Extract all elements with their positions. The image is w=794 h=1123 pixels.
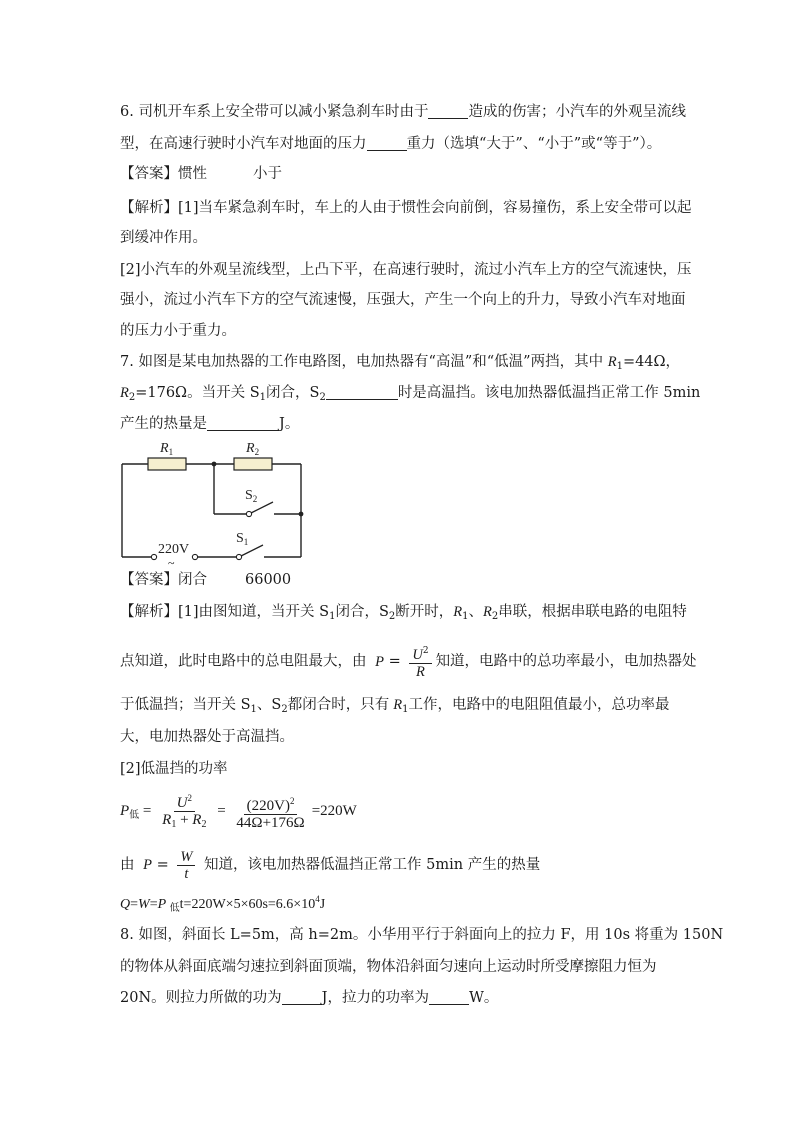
q6-text: 造成的伤害；小汽车的外观呈流线 (468, 104, 686, 120)
q8-text: 20N。则拉力所做的功为 (120, 990, 282, 1006)
q7-text: 【解析】[1]由图知道，当开关 S (120, 604, 330, 620)
q7-explanation-line6: 由 P = $\frac{W}{t}$ 知道，该电加热器低温挡正常工作 5min 产生的热量 (120, 848, 541, 882)
q7-text: =44Ω， (622, 354, 681, 370)
answer-value: 闭合 (178, 572, 207, 588)
q7-text: =176Ω。当开关 S (135, 385, 260, 401)
q7-text: 闭合，S (335, 604, 389, 620)
q7-explanation-line4: 大，电加热器处于高温挡。 (120, 729, 294, 745)
q7-stem-line3 (120, 414, 299, 434)
q7-text: 时是高温挡。该电加热器低温挡正常工作 5min (397, 385, 701, 401)
q6-stem-line2 (120, 134, 661, 154)
switch-s2 (246, 502, 273, 517)
q7-text: 点知道，此时电路中的总电阻最大，由 (120, 653, 367, 670)
r1-label: $R_1$ (160, 441, 174, 457)
q7-text: 产生的热量是 (120, 416, 207, 432)
q6-explanation-line: 的压力小于重力。 (120, 323, 236, 339)
answer-label: 【答案】 (120, 572, 178, 588)
circuit-diagram (118, 436, 310, 568)
q6-explanation-line: 强小，流过小汽车下方的空气流速慢，压强大，产生一个向上的升力，导致小汽车对地面 (120, 292, 686, 308)
q7-explanation-line1: 【解析】[1]由图知道，当开关 $S_1$闭合，$S_2$断开时，$R_1$、$R_2$串联，根据串联电路的电阻特 (120, 604, 687, 622)
answer-value: 小于 (253, 166, 282, 182)
q6-explanation-line: [2]小汽车的外观呈流线型，上凸下平，在高速行驶时，流过小汽车上方的空气流速快，压 (120, 262, 692, 278)
q7-text: 由 (120, 857, 135, 873)
q7-text: 串联，根据串联电路的电阻特 (498, 604, 687, 620)
q6-text: 重力（选填“大于”、“小于”或“等于”）。 (406, 136, 662, 152)
answer-value: 惯性 (178, 166, 207, 182)
q8-stem-line2: 的物体从斜面底端匀速拉到斜面顶端，物体沿斜面匀速向上运动时所受摩擦阻力恒为 (120, 959, 657, 975)
voltage-label: 220V (158, 542, 190, 557)
answer-blank[interactable] (282, 988, 322, 1005)
q8-text: J，拉力的功率为 (321, 990, 429, 1006)
q7-text: 知道，电路中的总功率最小，电加热器处 (435, 653, 697, 670)
answer-label: 【答案】 (120, 166, 178, 182)
q7-text: 断开时， (395, 604, 454, 620)
q7-power-formula: $P_低$ = $\frac{U^2}{R_1 + R_2}$ = $\frac{(220V)^2}{44\Omega+176\Omega}$ =220W (120, 790, 357, 833)
q7-text: 于低温挡；当开关 S (120, 697, 251, 713)
q6-explanation-line: 到缓冲作用。 (120, 230, 207, 246)
q7-text: 闭合，S (266, 385, 320, 401)
s1-label: $S_1$ (236, 531, 249, 547)
q7-text: J。 (279, 416, 300, 432)
q7-text: 都闭合时，只有 (287, 697, 390, 713)
q7-text: 知道，该电加热器低温挡正常工作 5min 产生的热量 (204, 857, 541, 873)
q7-explanation-line5: [2]低温挡的功率 (120, 761, 228, 777)
q6-text: 6. 司机开车系上安全带可以减小紧急刹车时由于 (120, 104, 429, 120)
q6-text: 型，在高速行驶时小汽车对地面的压力 (120, 136, 367, 152)
r2-label: $R_2$ (246, 441, 260, 457)
q7-answer (120, 570, 291, 590)
power-fraction: $\frac{U^2}{R}$ (409, 643, 431, 680)
q7-text: 7. 如图是某电加热器的工作电路图，电加热器有“高温”和“低温”两挡，其中 (120, 354, 608, 370)
power-work-fraction: $\frac{W}{t}$ (177, 849, 195, 882)
q6-answer (120, 164, 282, 184)
q6-stem-line1 (120, 102, 686, 122)
q6-explanation-line: 【解析】[1]当车紧急刹车时，车上的人由于惯性会向前倒，容易撞伤，系上安全带可以起 (120, 200, 692, 216)
switch-s1 (236, 545, 263, 560)
q8-stem-line3 (120, 988, 498, 1008)
answer-blank[interactable] (326, 383, 398, 400)
q7-stem-line1: 7. 如图是某电加热器的工作电路图，电加热器有“高温”和“低温”两挡，其中 $R_1=44\Omega$， (120, 354, 681, 372)
q8-text: W。 (468, 990, 499, 1006)
r2-symbol: R (120, 385, 129, 401)
ac-symbol: ~ (168, 556, 175, 568)
s2-label: $S_2$ (245, 488, 258, 504)
answer-blank[interactable] (428, 102, 468, 119)
resistor-r1 (148, 458, 186, 470)
resistor-r2 (234, 458, 272, 470)
q7-heat-result: Q=W=P $_低t=220W\times 5\times 60s=6.6\times 10^4J$ (120, 894, 326, 914)
answer-blank[interactable] (207, 414, 279, 431)
answer-blank[interactable] (429, 988, 469, 1005)
q8-stem-line1: 8. 如图，斜面长 L=5m，高 h=2m。小华用平行于斜面向上的拉力 F，用 10s 将重为 150N (120, 927, 724, 943)
answer-value: 66000 (245, 572, 292, 588)
q7-text: 工作，电路中的电阻阻值最小，总功率最 (408, 697, 670, 713)
r1-symbol: R (607, 354, 617, 370)
q7-explanation-line2: 点知道，此时电路中的总电阻最大，由 P = $\frac{U^2}{R}$ 知道，电路中的总功率最小，电加热器处 (120, 643, 697, 680)
q7-stem-line2: $R_2=176\Omega$。当开关 $S_1$闭合，$S_2$ 时是高温挡。该电加热器低温挡正常工作 5min (120, 385, 701, 403)
q7-explanation-line3: 于低温挡；当开关 $S_1$、$S_2$都闭合时，只有 $R_1$工作，电路中的电阻阻值最小，总功率最 (120, 697, 670, 715)
answer-blank[interactable] (367, 134, 407, 151)
